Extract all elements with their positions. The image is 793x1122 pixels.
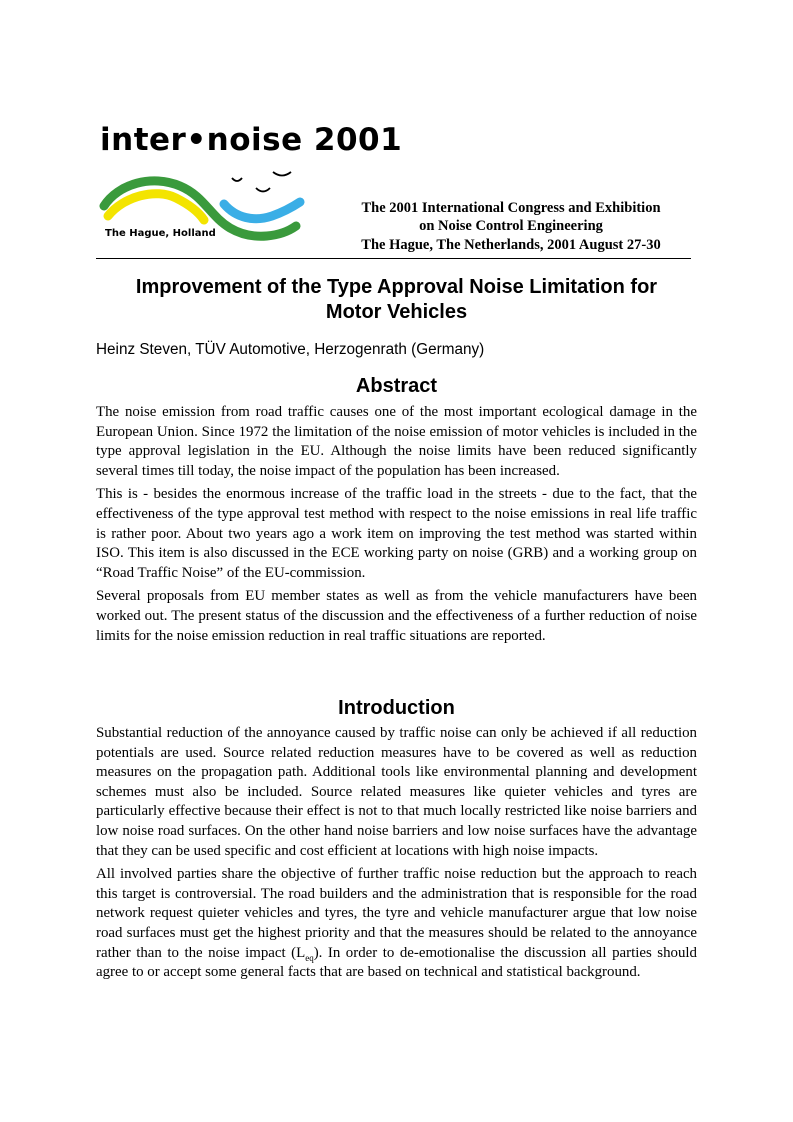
paper-title-line-2: Motor Vehicles bbox=[325, 301, 468, 323]
abstract-paragraph-3: Several proposals from EU member states as well as from the vehicle manufacturers have been worked out. The present status of the discussion and the effectiveness of a further reduction of noise limits for the noise emission reduction in real traffic situations are reported. bbox=[96, 588, 697, 644]
abstract-paragraph-1: The noise emission from road traffic causes one of the most important ecological damage in the European Union. Since 1972 the limitation of the noise emission of motor vehicles is included in the type approval legislation in the EU. Although the noise limits have been reduced significantly several times till today, the noise impact of the population has been increased. bbox=[96, 404, 697, 479]
abstract-heading: Abstract bbox=[355, 375, 438, 397]
paper-title-line-1: Improvement of the Type Approval Noise Limitation for bbox=[135, 276, 658, 298]
conference-line-1: The 2001 International Congress and Exhibition bbox=[361, 200, 661, 216]
logo-yellow-arc bbox=[108, 194, 204, 220]
introduction-heading: Introduction bbox=[338, 697, 455, 719]
conference-line-2: on Noise Control Engineering bbox=[419, 218, 603, 235]
inter-noise-logo-wordmark: inter•noise 2001 bbox=[100, 122, 403, 158]
paper-title bbox=[96, 275, 697, 325]
logo-blue-arc bbox=[224, 202, 300, 219]
leq-symbol: L bbox=[296, 944, 306, 961]
paper-authors: Heinz Steven, TÜV Automotive, Herzogenrath (Germany) bbox=[96, 341, 485, 358]
header-divider bbox=[96, 258, 691, 259]
conference-line-3: The Hague, The Netherlands, 2001 August 27-30 bbox=[361, 236, 661, 253]
logo-eye-left bbox=[232, 178, 242, 181]
leq-subscript: eq bbox=[305, 952, 314, 963]
abstract-body bbox=[96, 403, 697, 650]
logo-eye-right bbox=[273, 172, 291, 176]
conference-info bbox=[330, 199, 692, 254]
logo-caption: The Hague, Holland bbox=[105, 228, 216, 239]
introduction-body bbox=[96, 724, 697, 987]
introduction-paragraph-2 bbox=[96, 865, 697, 983]
introduction-paragraph-2-end: ). In order to de-emotionalise the discussion all parties should agree to or accept some general facts that are based on technical and statistical background. bbox=[96, 944, 697, 981]
logo-mouth bbox=[256, 188, 270, 192]
introduction-paragraph-2-start: All involved parties share the objective of further traffic noise reduction but the approach to reach this target is controversial. The road builders and the administration that is responsible for the road network request quieter vehicles and tyres, the tyre and vehicle manufacturer argue that low noise road surfaces must get the highest priority and that the measures should be related to the annoyance rather than to the noise impact ( bbox=[96, 866, 697, 961]
introduction-paragraph-1: Substantial reduction of the annoyance caused by traffic noise can only be achieved if all reduction potentials are used. Source related reduction measures have to be covered as well as reduction measures on the propagation path. Additional tools like environmental planning and development schemes must also be included. Source related measures like quieter vehicles and tyres are particularly effective because their effect is not to that much locally restricted like noise barriers and low noise road surfaces. On the other hand noise barriers and low noise surfaces have the advantage that they can be used specific and cost efficient at locations with high noise impacts. bbox=[96, 725, 697, 859]
abstract-paragraph-2: This is - besides the enormous increase of the traffic load in the streets - due to the fact, that the effectiveness of the type approval test method with respect to the noise emissions in real life traffic is rather poor. About two years ago a work item on improving the test method was started within ISO. This item is also discussed in the ECE working party on noise (GRB) and a working group on “Road Traffic Noise” of the EU-commission. bbox=[96, 486, 697, 581]
